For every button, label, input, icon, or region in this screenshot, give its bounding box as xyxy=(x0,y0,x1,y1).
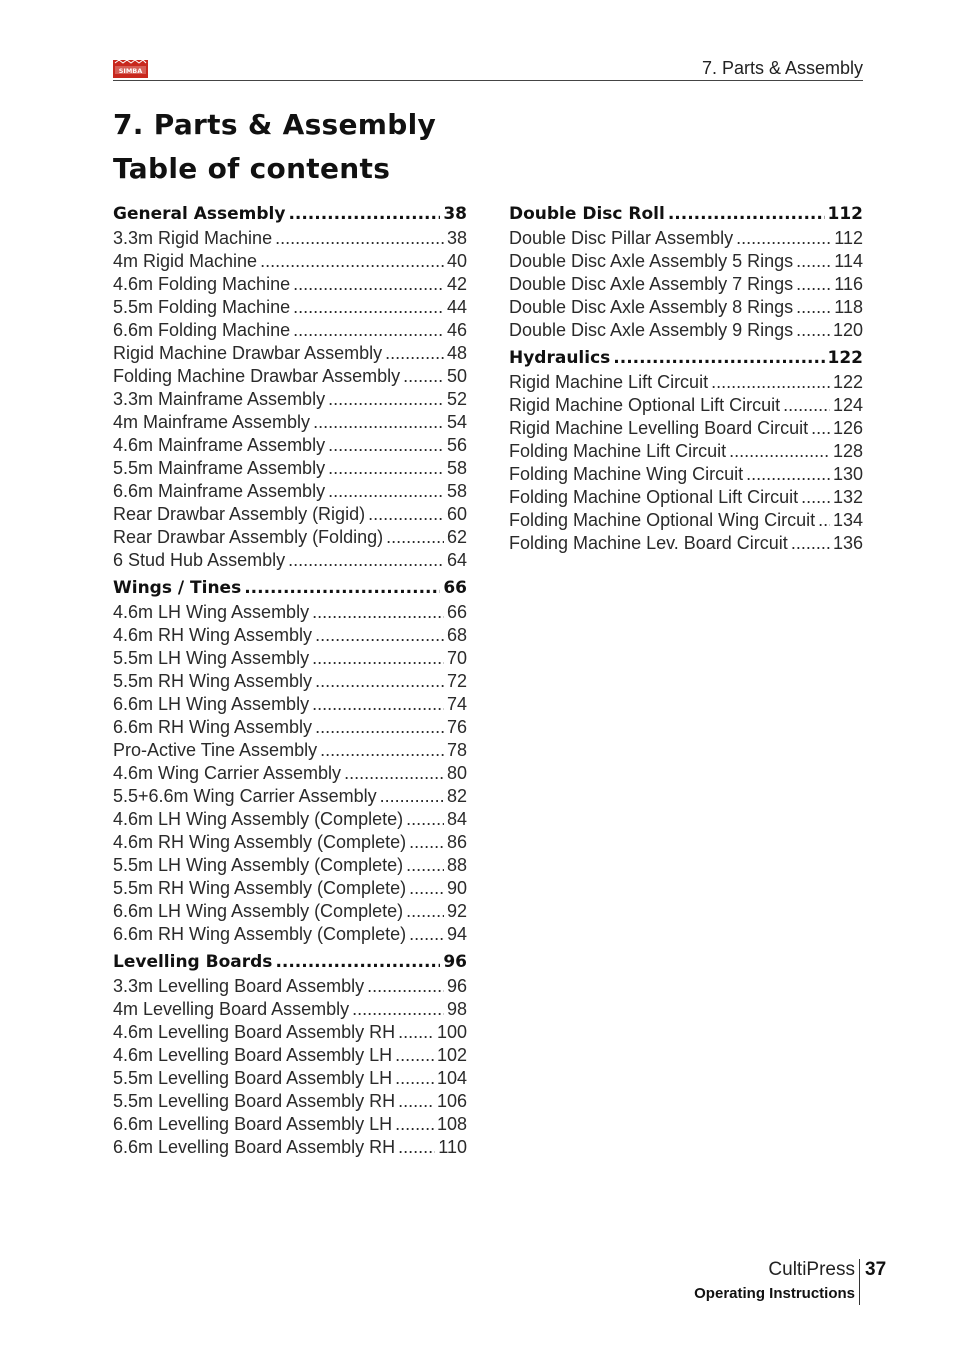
entry-page: 130 xyxy=(832,464,863,484)
entry-label: 5.5m Folding Machine xyxy=(113,297,291,317)
toc-entry[interactable] xyxy=(113,808,467,831)
entry-label: 6 Stud Hub Assembly xyxy=(113,550,286,570)
dot-leader xyxy=(395,1044,434,1067)
dot-leader xyxy=(783,394,830,417)
entry-page: 90 xyxy=(446,878,467,898)
entry-page: 110 xyxy=(438,1137,467,1157)
entry-label: Double Disc Axle Assembly 5 Rings xyxy=(509,251,794,271)
toc-entry[interactable] xyxy=(113,411,467,434)
toc-entry[interactable] xyxy=(113,877,467,900)
toc-entry[interactable] xyxy=(113,739,467,762)
entry-page: 60 xyxy=(446,504,467,524)
dot-leader xyxy=(312,647,444,670)
entry-label: Double Disc Pillar Assembly xyxy=(509,228,734,248)
entry-page: 44 xyxy=(446,297,467,317)
entry-page: 102 xyxy=(436,1045,467,1065)
toc-entry[interactable] xyxy=(509,463,863,486)
toc-entry[interactable] xyxy=(113,900,467,923)
dot-leader xyxy=(398,1136,435,1159)
entry-label: Rigid Machine Optional Lift Circuit xyxy=(509,395,781,415)
dot-leader xyxy=(736,227,831,250)
toc-entry[interactable] xyxy=(113,998,467,1021)
entry-page: 80 xyxy=(446,763,467,783)
dot-leader xyxy=(293,296,444,319)
section-title: Levelling Boards xyxy=(113,952,273,972)
entry-page: 50 xyxy=(446,366,467,386)
dot-leader xyxy=(613,346,824,371)
entry-label: Folding Machine Optional Wing Circuit xyxy=(509,510,816,530)
entry-page: 48 xyxy=(446,343,467,363)
toc-entry[interactable] xyxy=(113,1021,467,1044)
entry-page: 112 xyxy=(834,228,863,248)
dot-leader xyxy=(409,831,444,854)
toc-entry[interactable] xyxy=(113,670,467,693)
toc-entry[interactable] xyxy=(509,509,863,532)
dot-leader xyxy=(288,549,444,572)
entry-label: 3.3m Rigid Machine xyxy=(113,228,273,248)
entry-label: 5.5m RH Wing Assembly xyxy=(113,671,313,691)
entry-page: 58 xyxy=(446,481,467,501)
entry-page: 38 xyxy=(446,228,467,248)
dot-leader xyxy=(796,273,831,296)
header-section-label: 7. Parts & Assembly xyxy=(701,58,863,78)
entry-label: Pro-Active Tine Assembly xyxy=(113,740,318,760)
entry-page: 62 xyxy=(446,527,467,547)
entry-label: Double Disc Axle Assembly 7 Rings xyxy=(509,274,794,294)
entry-page: 132 xyxy=(832,487,863,507)
entry-label: 5.5m Levelling Board Assembly LH xyxy=(113,1068,393,1088)
toc-entry[interactable] xyxy=(113,647,467,670)
entry-label: Rear Drawbar Assembly (Folding) xyxy=(113,527,384,547)
toc-entry[interactable] xyxy=(113,526,467,549)
entry-label: 4.6m Folding Machine xyxy=(113,274,291,294)
footer-subtitle: Operating Instructions xyxy=(694,1285,855,1302)
page-title: 7. Parts & Assembly xyxy=(113,108,437,141)
entry-label: Folding Machine Lift Circuit xyxy=(509,441,727,461)
entry-page: 136 xyxy=(832,533,863,553)
dot-leader xyxy=(244,576,440,601)
dot-leader xyxy=(398,1021,434,1044)
entry-label: 4.6m LH Wing Assembly (Complete) xyxy=(113,809,404,829)
dot-leader xyxy=(344,762,444,785)
entry-label: 3.3m Levelling Board Assembly xyxy=(113,976,365,996)
entry-page: 56 xyxy=(446,435,467,455)
footer-product-name: CultiPress xyxy=(768,1259,855,1280)
dot-leader xyxy=(403,365,444,388)
dot-leader xyxy=(385,342,444,365)
entry-label: 4.6m Mainframe Assembly xyxy=(113,435,326,455)
toc-section-heading[interactable] xyxy=(509,346,863,371)
entry-page: 108 xyxy=(436,1114,467,1134)
header-divider xyxy=(113,80,863,81)
entry-label: Folding Machine Optional Lift Circuit xyxy=(509,487,799,507)
toc-section-heading[interactable] xyxy=(509,202,863,227)
dot-leader xyxy=(275,950,440,975)
entry-label: Folding Machine Drawbar Assembly xyxy=(113,366,401,386)
entry-label: Rear Drawbar Assembly (Rigid) xyxy=(113,504,366,524)
entry-page: 92 xyxy=(446,901,467,921)
toc-entry[interactable] xyxy=(509,250,863,273)
entry-page: 98 xyxy=(446,999,467,1019)
entry-label: 4m Rigid Machine xyxy=(113,251,258,271)
toc-entry[interactable] xyxy=(113,693,467,716)
dot-leader xyxy=(368,503,444,526)
dot-leader xyxy=(729,440,830,463)
section-page: 38 xyxy=(443,204,467,224)
dot-leader xyxy=(796,296,831,319)
toc-section-heading[interactable] xyxy=(113,576,467,601)
entry-page: 82 xyxy=(446,786,467,806)
dot-leader xyxy=(312,601,444,624)
entry-label: Rigid Machine Levelling Board Circuit xyxy=(509,418,809,438)
entry-page: 120 xyxy=(832,320,863,340)
dot-leader xyxy=(293,273,444,296)
entry-page: 114 xyxy=(834,251,863,271)
dot-leader xyxy=(796,250,831,273)
entry-label: 4m Mainframe Assembly xyxy=(113,412,311,432)
toc-entry[interactable] xyxy=(509,440,863,463)
toc-entry[interactable] xyxy=(509,532,863,555)
section-page: 96 xyxy=(443,952,467,972)
entry-label: 5.5m Levelling Board Assembly RH xyxy=(113,1091,396,1111)
entry-label: 4m Levelling Board Assembly xyxy=(113,999,350,1019)
toc-entry[interactable] xyxy=(113,716,467,739)
toc-entry[interactable] xyxy=(509,417,863,440)
entry-page: 88 xyxy=(446,855,467,875)
toc-entry[interactable] xyxy=(113,762,467,785)
toc-entry[interactable] xyxy=(113,319,467,342)
toc-entry[interactable] xyxy=(113,1044,467,1067)
dot-leader xyxy=(409,877,444,900)
entry-page: 84 xyxy=(446,809,467,829)
toc-entry[interactable] xyxy=(113,434,467,457)
entry-page: 42 xyxy=(446,274,467,294)
toc-entry[interactable] xyxy=(113,1136,467,1159)
entry-page: 104 xyxy=(436,1068,467,1088)
toc-section-heading[interactable] xyxy=(113,950,467,975)
section-title: Double Disc Roll xyxy=(509,204,665,224)
dot-leader xyxy=(320,739,444,762)
dot-leader xyxy=(315,670,444,693)
entry-page: 124 xyxy=(832,395,863,415)
entry-label: 5.5m Mainframe Assembly xyxy=(113,458,326,478)
entry-label: 4.6m Wing Carrier Assembly xyxy=(113,763,342,783)
dot-leader xyxy=(398,1090,434,1113)
entry-label: 4.6m RH Wing Assembly (Complete) xyxy=(113,832,407,852)
toc-entry[interactable] xyxy=(113,273,467,296)
entry-label: 4.6m Levelling Board Assembly RH xyxy=(113,1022,396,1042)
toc-entry[interactable] xyxy=(509,394,863,417)
dot-leader xyxy=(386,526,444,549)
dot-leader xyxy=(406,854,444,877)
entry-label: 5.5m LH Wing Assembly (Complete) xyxy=(113,855,404,875)
entry-label: 4.6m RH Wing Assembly xyxy=(113,625,313,645)
dot-leader xyxy=(312,693,444,716)
dot-leader xyxy=(395,1113,434,1136)
dot-leader xyxy=(352,998,444,1021)
toc-entry[interactable] xyxy=(113,227,467,250)
entry-page: 116 xyxy=(834,274,863,294)
dot-leader xyxy=(811,417,830,440)
toc-left-column xyxy=(113,202,467,1159)
dot-leader xyxy=(406,808,444,831)
toc-entry[interactable] xyxy=(509,227,863,250)
toc-entry[interactable] xyxy=(113,1113,467,1136)
dot-leader xyxy=(260,250,444,273)
toc-entry[interactable] xyxy=(113,923,467,946)
entry-page: 40 xyxy=(446,251,467,271)
dot-leader xyxy=(275,227,444,250)
entry-label: 6.6m Folding Machine xyxy=(113,320,291,340)
entry-label: 6.6m RH Wing Assembly (Complete) xyxy=(113,924,407,944)
entry-page: 64 xyxy=(446,550,467,570)
toc-entry[interactable] xyxy=(113,457,467,480)
entry-page: 58 xyxy=(446,458,467,478)
toc-entry[interactable] xyxy=(113,854,467,877)
entry-label: 6.6m Mainframe Assembly xyxy=(113,481,326,501)
entry-label: 5.5m LH Wing Assembly xyxy=(113,648,310,668)
dot-leader xyxy=(293,319,444,342)
entry-page: 86 xyxy=(446,832,467,852)
entry-page: 100 xyxy=(436,1022,467,1042)
entry-page: 68 xyxy=(446,625,467,645)
toc-entry[interactable] xyxy=(509,486,863,509)
entry-page: 106 xyxy=(436,1091,467,1111)
logo-text: SIMBA xyxy=(118,67,143,75)
entry-page: 74 xyxy=(446,694,467,714)
dot-leader xyxy=(315,624,444,647)
entry-label: 3.3m Mainframe Assembly xyxy=(113,389,326,409)
toc-entry[interactable] xyxy=(113,1067,467,1090)
entry-label: Folding Machine Wing Circuit xyxy=(509,464,744,484)
dot-leader xyxy=(796,319,830,342)
entry-page: 126 xyxy=(832,418,863,438)
entry-label: 4.6m Levelling Board Assembly LH xyxy=(113,1045,393,1065)
footer-divider xyxy=(859,1259,860,1305)
dot-leader xyxy=(746,463,830,486)
toc-entry[interactable] xyxy=(113,503,467,526)
toc-entry[interactable] xyxy=(113,831,467,854)
dot-leader xyxy=(313,411,444,434)
entry-page: 128 xyxy=(832,441,863,461)
toc-entry[interactable] xyxy=(113,624,467,647)
entry-page: 54 xyxy=(446,412,467,432)
entry-label: 5.5+6.6m Wing Carrier Assembly xyxy=(113,786,377,806)
entry-label: 6.6m Levelling Board Assembly LH xyxy=(113,1114,393,1134)
entry-page: 118 xyxy=(834,297,863,317)
toc-heading: Table of contents xyxy=(113,152,391,185)
toc-entry[interactable] xyxy=(509,371,863,394)
dot-leader xyxy=(711,371,830,394)
dot-leader xyxy=(328,480,444,503)
toc-entry[interactable] xyxy=(113,388,467,411)
entry-label: Double Disc Axle Assembly 8 Rings xyxy=(509,297,794,317)
section-title: Wings / Tines xyxy=(113,578,242,598)
dot-leader xyxy=(288,202,440,227)
entry-label: 6.6m Levelling Board Assembly RH xyxy=(113,1137,396,1157)
entry-page: 72 xyxy=(446,671,467,691)
dot-leader xyxy=(315,716,444,739)
entry-page: 122 xyxy=(832,372,863,392)
toc-entry[interactable] xyxy=(113,296,467,319)
toc-right-column xyxy=(509,202,863,555)
entry-label: 6.6m RH Wing Assembly xyxy=(113,717,313,737)
dot-leader xyxy=(406,900,444,923)
section-title: Hydraulics xyxy=(509,348,611,368)
entry-label: 5.5m RH Wing Assembly (Complete) xyxy=(113,878,407,898)
toc-section-heading[interactable] xyxy=(113,202,467,227)
entry-label: Rigid Machine Lift Circuit xyxy=(509,372,709,392)
toc-entry[interactable] xyxy=(113,601,467,624)
dot-leader xyxy=(380,785,444,808)
entry-label: Rigid Machine Drawbar Assembly xyxy=(113,343,383,363)
section-page: 112 xyxy=(827,204,863,224)
dot-leader xyxy=(328,388,444,411)
section-title: General Assembly xyxy=(113,204,286,224)
entry-page: 134 xyxy=(832,510,863,530)
dot-leader xyxy=(668,202,825,227)
dot-leader xyxy=(328,434,444,457)
toc-entry[interactable] xyxy=(113,785,467,808)
toc-entry[interactable] xyxy=(113,1090,467,1113)
toc-entry[interactable] xyxy=(509,273,863,296)
entry-page: 96 xyxy=(446,976,467,996)
footer-page-number: 37 xyxy=(865,1259,887,1280)
toc-entry[interactable] xyxy=(113,549,467,572)
dot-leader xyxy=(395,1067,434,1090)
simba-logo xyxy=(113,60,148,78)
toc-entry[interactable] xyxy=(113,975,467,998)
entry-label: 6.6m LH Wing Assembly (Complete) xyxy=(113,901,404,921)
toc-entry[interactable] xyxy=(113,342,467,365)
toc-entry[interactable] xyxy=(113,480,467,503)
entry-page: 70 xyxy=(446,648,467,668)
section-page: 66 xyxy=(443,578,467,598)
entry-page: 66 xyxy=(446,602,467,622)
dot-leader xyxy=(409,923,444,946)
dot-leader xyxy=(791,532,830,555)
toc-entry[interactable] xyxy=(113,365,467,388)
entry-page: 52 xyxy=(446,389,467,409)
toc-entry[interactable] xyxy=(113,250,467,273)
section-page: 122 xyxy=(827,348,863,368)
entry-page: 94 xyxy=(446,924,467,944)
dot-leader xyxy=(328,457,444,480)
entry-label: 4.6m LH Wing Assembly xyxy=(113,602,310,622)
entry-label: 6.6m LH Wing Assembly xyxy=(113,694,310,714)
dot-leader xyxy=(367,975,444,998)
toc-entry[interactable] xyxy=(509,319,863,342)
entry-page: 78 xyxy=(446,740,467,760)
toc-entry[interactable] xyxy=(509,296,863,319)
dot-leader xyxy=(818,509,830,532)
entry-page: 76 xyxy=(446,717,467,737)
entry-label: Double Disc Axle Assembly 9 Rings xyxy=(509,320,794,340)
entry-page: 46 xyxy=(446,320,467,340)
entry-label: Folding Machine Lev. Board Circuit xyxy=(509,533,788,553)
dot-leader xyxy=(801,486,830,509)
